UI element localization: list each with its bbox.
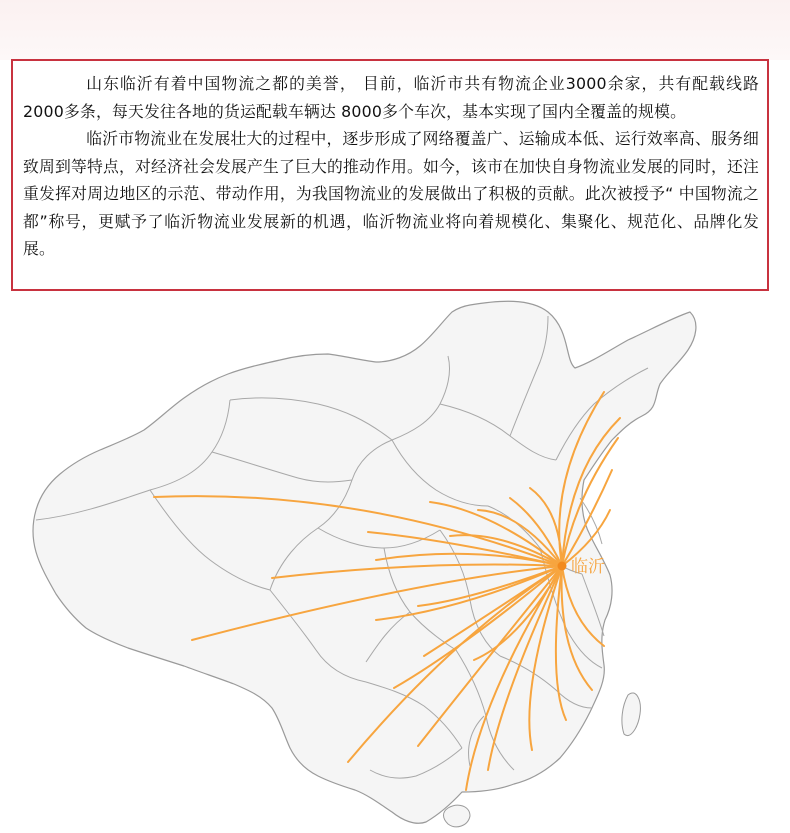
intro-paragraph-2: 临沂市物流业在发展壮大的过程中，逐步形成了网络覆盖广、运输成本低、运行效率高、服务细致周到等特点，对经济社会发展产生了巨大的推动作用。如今，该市在加快自身物流业发展的同时，还注重发挥对周边地区的示范、带动作用，为我国物流业的发展做出了积极的贡献。此次被授予“ 中国物流之都”称号，更赋予了临沂物流业发展新的机遇，临沂物流业将向着规模化、集聚化、规范化、品牌化发展。: [23, 129, 759, 258]
top-background-band: [0, 0, 790, 60]
intro-paragraph-1: 山东临沂有着中国物流之都的美誉， 目前，临沂市共有物流企业3000余家，共有配载线路2000多条，每天发往各地的货运配载车辆达 8000多个车次，基本实现了国内全覆盖的规模。: [23, 74, 759, 121]
linyi-city-label: 临沂: [571, 557, 605, 577]
china-map-svg: [0, 292, 790, 833]
logistics-route-map: [0, 292, 790, 833]
hainan-island: [444, 805, 471, 827]
linyi-hub-marker: [558, 562, 567, 571]
intro-text-box: [11, 59, 769, 291]
taiwan-island: [622, 693, 640, 736]
